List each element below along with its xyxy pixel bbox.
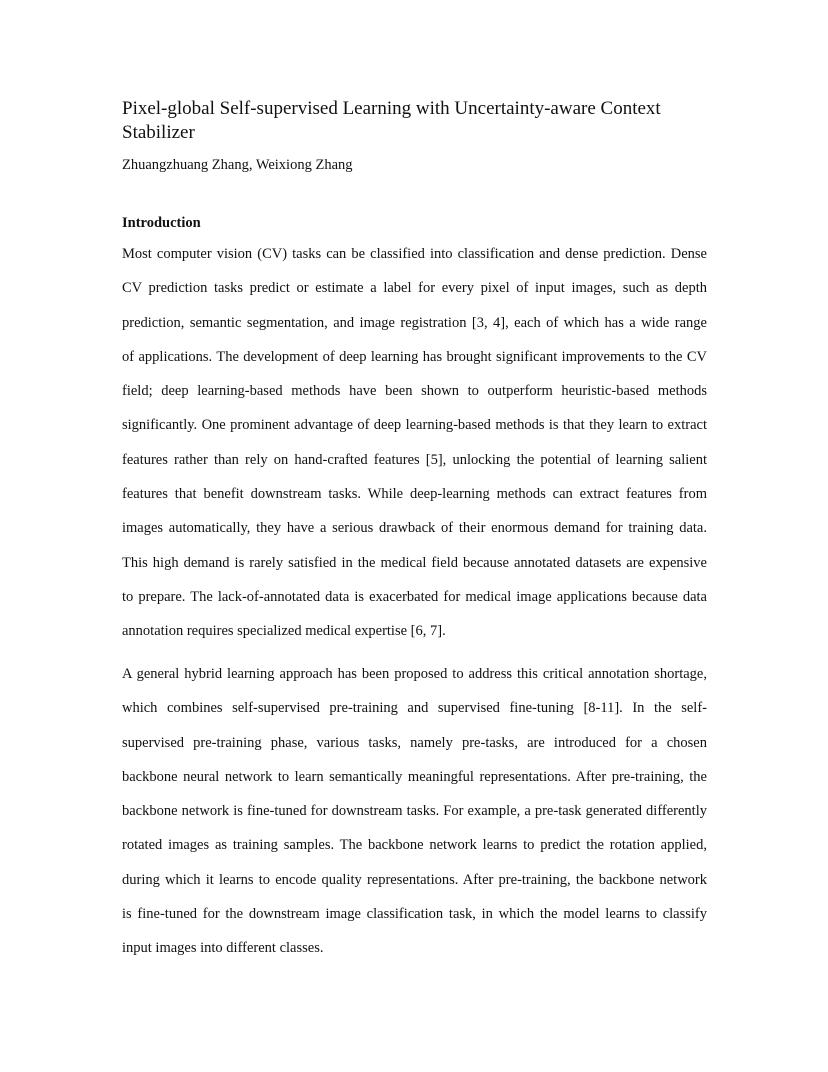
paragraph-line: A general hybrid learning approach has been proposed to address this critical annotation shortage, bbox=[122, 666, 707, 682]
paper-title: Pixel-global Self-supervised Learning with Uncertainty-aware Context Stabilizer bbox=[122, 98, 661, 143]
paper-authors: Zhuangzhuang Zhang, Weixiong Zhang bbox=[122, 157, 353, 173]
paragraph-line: during which it learns to encode quality representations. After pre-training, the backbone network bbox=[122, 871, 707, 888]
paragraph-line: backbone neural network to learn semantically meaningful representations. After pre-training, the bbox=[122, 768, 707, 785]
introduction-paragraph-1 bbox=[122, 244, 707, 656]
paragraph-line: features rather than rely on hand-crafted features [5], unlocking the potential of learning salient bbox=[122, 451, 707, 468]
paragraph-line: Most computer vision (CV) tasks can be classified into classification and dense prediction. Dense bbox=[122, 246, 707, 262]
paragraph-line: annotation requires specialized medical expertise [6, 7]. bbox=[122, 623, 446, 640]
paragraph-line: images automatically, they have a serious drawback of their enormous demand for training data. bbox=[122, 520, 707, 537]
paragraph-line: is fine-tuned for the downstream image classification task, in which the model learns to classify bbox=[122, 906, 707, 923]
paragraph-line: CV prediction tasks predict or estimate a label for every pixel of input images, such as depth bbox=[122, 280, 707, 297]
paragraph-line: supervised pre-training phase, various tasks, namely pre-tasks, are introduced for a chosen bbox=[122, 734, 707, 751]
introduction-paragraph-2 bbox=[122, 664, 707, 973]
section-heading-introduction: Introduction bbox=[122, 215, 201, 231]
paragraph-line: This high demand is rarely satisfied in the medical field because annotated datasets are expensive bbox=[122, 554, 707, 571]
paragraph-line: field; deep learning-based methods have been shown to outperform heuristic-based methods bbox=[122, 383, 707, 400]
paragraph-line: to prepare. The lack-of-annotated data is exacerbated for medical image applications because data bbox=[122, 588, 707, 605]
paragraph-line: features that benefit downstream tasks. While deep-learning methods can extract features from bbox=[122, 486, 707, 503]
paragraph-line: prediction, semantic segmentation, and image registration [3, 4], each of which has a wide range bbox=[122, 314, 707, 331]
paragraph-line: which combines self-supervised pre-training and supervised fine-tuning [8-11]. In the self- bbox=[122, 700, 707, 717]
paragraph-line: backbone network is fine-tuned for downstream tasks. For example, a pre-task generated differently bbox=[122, 803, 707, 820]
paragraph-line: significantly. One prominent advantage of deep learning-based methods is that they learn to extract bbox=[122, 417, 707, 434]
paragraph-line: rotated images as training samples. The backbone network learns to predict the rotation applied, bbox=[122, 837, 707, 854]
paragraph-line: of applications. The development of deep learning has brought significant improvements to the CV bbox=[122, 348, 707, 365]
paragraph-line: input images into different classes. bbox=[122, 940, 324, 957]
